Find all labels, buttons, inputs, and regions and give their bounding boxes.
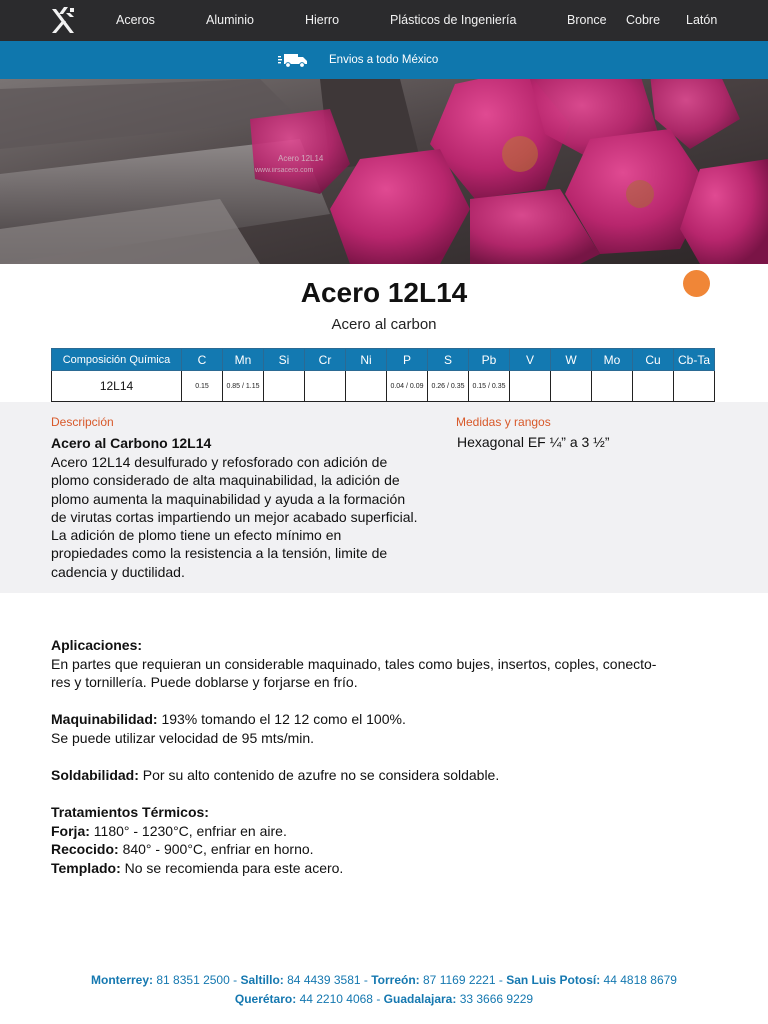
column-header: Cb-Ta bbox=[674, 349, 715, 371]
footer-contacts-line2 bbox=[0, 992, 768, 1006]
nav-item-bronce[interactable]: Bronce bbox=[567, 13, 607, 27]
brand-logo-icon[interactable] bbox=[50, 5, 76, 35]
column-header: Cr bbox=[305, 349, 346, 371]
footer-separator: - bbox=[229, 973, 241, 987]
table-cell bbox=[674, 371, 715, 402]
footer-contacts-line1 bbox=[0, 973, 768, 987]
footer-phone[interactable]: 33 3666 9229 bbox=[456, 992, 534, 1006]
table-cell: 0.85 / 1.15 bbox=[223, 371, 264, 402]
shipping-banner bbox=[0, 41, 768, 79]
table-cell bbox=[551, 371, 592, 402]
nav-item-plasticos[interactable]: Plásticos de Ingeniería bbox=[390, 13, 517, 27]
heat-treatments-section bbox=[51, 803, 731, 877]
column-header: S bbox=[428, 349, 469, 371]
column-header: Mn bbox=[223, 349, 264, 371]
column-header: Mo bbox=[592, 349, 633, 371]
recocido-label: Recocido: bbox=[51, 841, 119, 857]
chemical-composition-table bbox=[51, 348, 715, 402]
column-header: C bbox=[182, 349, 223, 371]
description-heading: Acero al Carbono 12L14 bbox=[51, 435, 212, 451]
footer-phone[interactable]: 87 1169 2221 bbox=[419, 973, 496, 987]
forja-label: Forja: bbox=[51, 822, 90, 839]
footer-phone[interactable]: 81 8351 2500 bbox=[153, 973, 230, 987]
applications-text-line1: En partes que requieran un considerable maquinado, tales como bujes, insertos, coples, conecto- bbox=[51, 655, 657, 672]
shipping-text: Envios a todo México bbox=[329, 54, 439, 66]
footer-city: Saltillo: bbox=[240, 973, 284, 987]
footer-separator: - bbox=[372, 992, 384, 1006]
weldability-text: Por su alto contenido de azufre no se considera soldable. bbox=[138, 767, 500, 783]
table-cell: 0.15 / 0.35 bbox=[469, 371, 510, 402]
nav-item-laton[interactable]: Latón bbox=[686, 13, 718, 27]
footer-separator: - bbox=[495, 973, 507, 987]
hero-product-image bbox=[0, 79, 768, 264]
treatments-label: Tratamientos Térmicos: bbox=[51, 804, 209, 820]
table-cell bbox=[346, 371, 387, 402]
footer-city: Torreón: bbox=[371, 973, 420, 987]
nav-item-aceros[interactable]: Aceros bbox=[116, 13, 155, 27]
applications-section bbox=[51, 636, 731, 692]
recocido-text: 840° - 900°C, enfriar en horno. bbox=[118, 841, 314, 857]
page-title: Acero 12L14 bbox=[300, 277, 468, 308]
table-cell bbox=[264, 371, 305, 402]
weldability-section bbox=[51, 766, 731, 785]
truck-icon bbox=[278, 53, 308, 68]
column-header: Ni bbox=[346, 349, 387, 371]
table-cell: 0.04 / 0.09 bbox=[387, 371, 428, 402]
applications-label: Aplicaciones: bbox=[51, 637, 143, 653]
table-cell bbox=[633, 371, 674, 402]
hero-watermark: Acero 12L14 bbox=[278, 154, 324, 163]
description-section bbox=[0, 402, 768, 593]
top-navigation bbox=[0, 0, 768, 41]
table-cell: 0.15 bbox=[182, 371, 223, 402]
table-header-row bbox=[52, 349, 715, 371]
applications-text-line2: res y tornillería. Puede doblarse y forjarse en frío. bbox=[51, 674, 358, 690]
ranges-label: Medidas y rangos bbox=[456, 415, 551, 429]
ranges-value: Hexagonal EF ¼” a 3 ½” bbox=[457, 434, 610, 450]
footer-phone[interactable]: 44 2210 4068 bbox=[296, 992, 373, 1006]
weldability-label: Soldabilidad: bbox=[51, 767, 139, 783]
nav-item-aluminio[interactable]: Aluminio bbox=[206, 13, 254, 27]
templado-label: Templado: bbox=[51, 859, 121, 876]
table-row bbox=[52, 371, 715, 402]
table-cell bbox=[305, 371, 346, 402]
templado-text: No se recomienda para este acero. bbox=[120, 859, 344, 876]
footer-separator: - bbox=[360, 973, 372, 987]
page-subtitle: Acero al carbon bbox=[331, 316, 437, 333]
machinability-section bbox=[51, 710, 731, 747]
footer-city: San Luis Potosí: bbox=[506, 973, 601, 987]
hero-watermark-url: www.iirsacero.com bbox=[255, 167, 314, 174]
footer-phone[interactable]: 44 4818 8679 bbox=[600, 973, 677, 987]
machinability-text: 193% tomando el 12 12 como el 100%. bbox=[157, 711, 406, 727]
nav-item-cobre[interactable]: Cobre bbox=[626, 13, 661, 27]
footer-phone[interactable]: 84 4439 3581 bbox=[283, 973, 361, 987]
nav-item-hierro[interactable]: Hierro bbox=[305, 13, 340, 27]
machinability-label: Maquinabilidad: bbox=[51, 711, 158, 727]
footer-city: Monterrey: bbox=[91, 973, 154, 987]
column-header: V bbox=[510, 349, 551, 371]
table-cell: 0.26 / 0.35 bbox=[428, 371, 469, 402]
description-label: Descripción bbox=[51, 415, 114, 429]
forja-text: 1180° - 1230°C, enfriar en aire. bbox=[89, 822, 287, 839]
table-cell bbox=[510, 371, 551, 402]
description-body: Acero 12L14 desulfurado y refosforado con adición de plomo considerado de alta maquinabilidad, la adición de plomo aumenta la maquinabilidad y ayuda a la formación de virutas cortas impartiendo un mejor acabado superficial. La adición de plomo tiene un efecto mínimo en propiedades como la resistencia a la tensión, limite de cadencia y ductilidad. bbox=[51, 454, 418, 580]
column-header: W bbox=[551, 349, 592, 371]
table-cell bbox=[592, 371, 633, 402]
column-header: Pb bbox=[469, 349, 510, 371]
column-header: Cu bbox=[633, 349, 674, 371]
table-cell: 12L14 bbox=[52, 371, 182, 402]
column-header: P bbox=[387, 349, 428, 371]
footer-city: Querétaro: bbox=[234, 992, 297, 1006]
footer-city: Guadalajara: bbox=[383, 992, 457, 1006]
machinability-speed: Se puede utilizar velocidad de 95 mts/min. bbox=[51, 729, 315, 746]
column-header: Si bbox=[264, 349, 305, 371]
column-header: Composición Química bbox=[52, 349, 182, 371]
